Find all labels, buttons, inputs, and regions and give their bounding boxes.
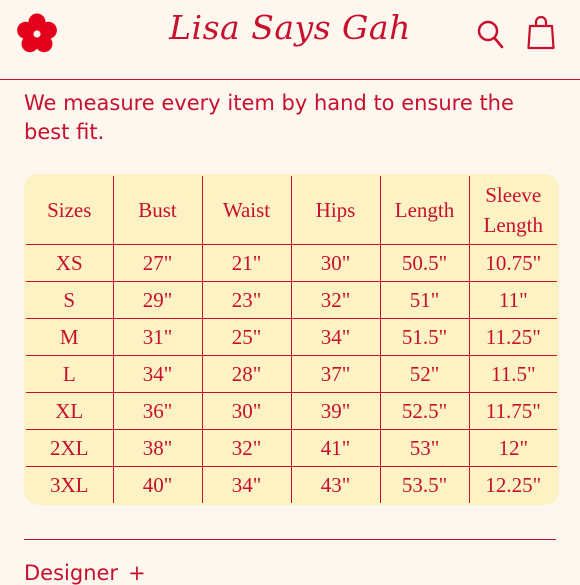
hips-cell: 30"	[291, 245, 380, 282]
waist-cell: 25"	[202, 319, 291, 356]
table-row	[25, 356, 558, 393]
size-cell: XL	[25, 393, 113, 430]
size-cell: 2XL	[25, 430, 113, 467]
waist-cell: 34"	[202, 467, 291, 505]
size-cell: L	[25, 356, 113, 393]
section-divider	[24, 539, 556, 540]
header-length: Length	[380, 175, 469, 245]
sleeve-length-cell: 12.25"	[469, 467, 558, 505]
bust-cell: 34"	[113, 356, 202, 393]
table-row	[25, 245, 558, 282]
length-cell: 52"	[380, 356, 469, 393]
hips-cell: 37"	[291, 356, 380, 393]
sleeve-length-cell: 11.25"	[469, 319, 558, 356]
size-cell: M	[25, 319, 113, 356]
site-header	[0, 0, 580, 78]
waist-cell: 21"	[202, 245, 291, 282]
table-row	[25, 393, 558, 430]
bag-icon[interactable]	[527, 14, 555, 50]
hips-cell: 34"	[291, 319, 380, 356]
bust-cell: 40"	[113, 467, 202, 505]
hips-cell: 43"	[291, 467, 380, 505]
brand-logo-text[interactable]: Lisa Says Gah	[169, 8, 411, 47]
size-cell: 3XL	[25, 467, 113, 505]
header-sizes: Sizes	[25, 175, 113, 245]
size-chart-header-row	[25, 175, 558, 245]
sleeve-length-cell: 11.75"	[469, 393, 558, 430]
measurement-note: We measure every item by hand to ensure the best fit.	[24, 91, 514, 144]
header-hips: Hips	[291, 175, 380, 245]
table-row	[25, 282, 558, 319]
sleeve-length-cell: 11"	[469, 282, 558, 319]
header-sleeve-length: Sleeve Length	[469, 175, 558, 245]
bust-cell: 31"	[113, 319, 202, 356]
table-row	[25, 467, 558, 505]
plus-icon: +	[128, 561, 146, 585]
search-icon[interactable]	[476, 19, 504, 49]
size-cell: S	[25, 282, 113, 319]
sleeve-length-cell: 12"	[469, 430, 558, 467]
bust-cell: 36"	[113, 393, 202, 430]
waist-cell: 30"	[202, 393, 291, 430]
header-waist: Waist	[202, 175, 291, 245]
length-cell: 53"	[380, 430, 469, 467]
waist-cell: 23"	[202, 282, 291, 319]
length-cell: 53.5"	[380, 467, 469, 505]
designer-accordion-toggle[interactable]	[24, 561, 146, 585]
hips-cell: 39"	[291, 393, 380, 430]
hips-cell: 41"	[291, 430, 380, 467]
sleeve-length-cell: 11.5"	[469, 356, 558, 393]
sleeve-length-cell: 10.75"	[469, 245, 558, 282]
bust-cell: 38"	[113, 430, 202, 467]
length-cell: 52.5"	[380, 393, 469, 430]
table-row	[25, 430, 558, 467]
header-bust: Bust	[113, 175, 202, 245]
designer-label: Designer	[24, 561, 119, 585]
size-cell: XS	[25, 245, 113, 282]
length-cell: 50.5"	[380, 245, 469, 282]
header-divider	[0, 79, 580, 80]
waist-cell: 28"	[202, 356, 291, 393]
bust-cell: 29"	[113, 282, 202, 319]
bust-cell: 27"	[113, 245, 202, 282]
table-row	[25, 319, 558, 356]
waist-cell: 32"	[202, 430, 291, 467]
length-cell: 51.5"	[380, 319, 469, 356]
hips-cell: 32"	[291, 282, 380, 319]
size-chart-table	[24, 174, 559, 505]
length-cell: 51"	[380, 282, 469, 319]
